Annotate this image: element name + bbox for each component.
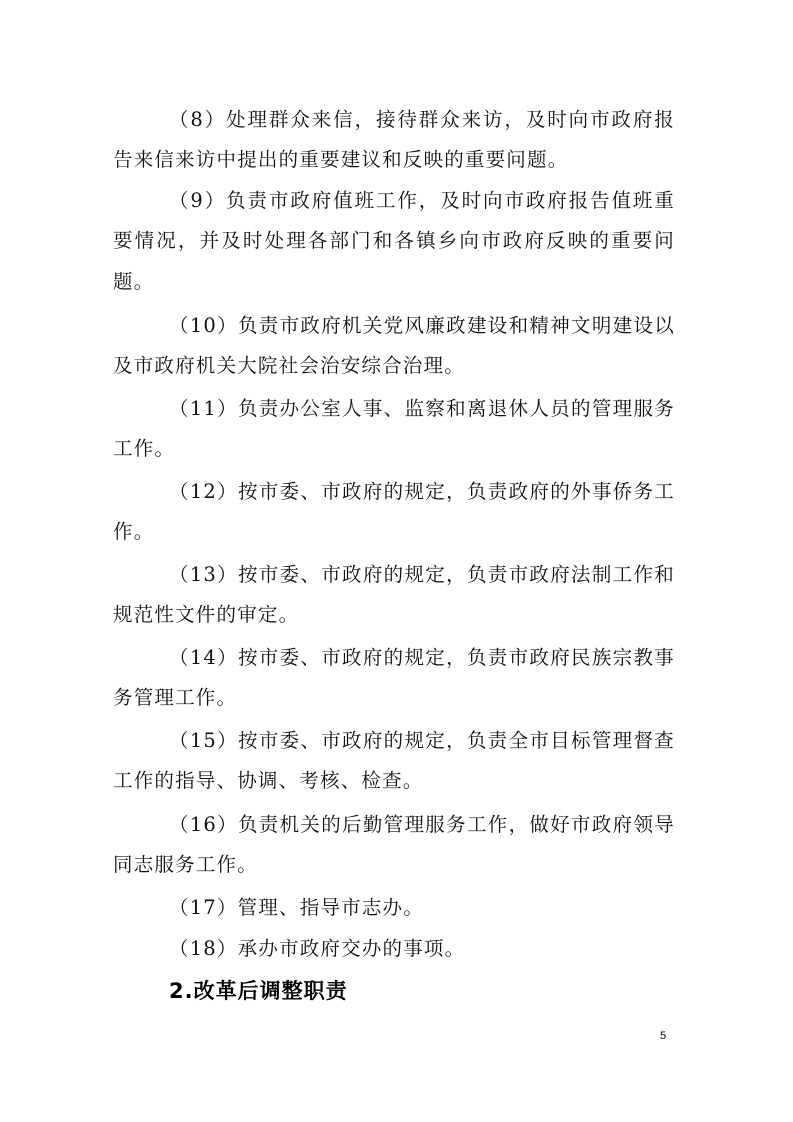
paragraph-item-13: （13）按市委、市政府的规定，负责市政府法制工作和规范性文件的审定。 [113,563,675,627]
paragraph-item-17: （17）管理、指导市志办。 [169,896,424,919]
paragraph-item-18: （18）承办市政府交办的事项。 [169,937,466,960]
paragraph-item-16: （16）负责机关的后勤管理服务工作，做好市政府领导同志服务工作。 [113,813,675,877]
paragraph-item-10: （10）负责市政府机关党风廉政建设和精神文明建设以及市政府机关大院社会治安综合治理。 [113,314,675,378]
paragraph-item-9: （9）负责市政府值班工作，及时向市政府报告值班重要情况，并及时处理各部门和各镇乡向市政府反映的重要问题。 [113,189,675,293]
paragraph-item-8: （8）处理群众来信，接待群众来访，及时向市政府报告来信来访中提出的重要建议和反映的重要问题。 [113,108,675,172]
section-heading: 2.改革后调整职责 [169,979,348,1003]
paragraph-item-11: （11）负责办公室人事、监察和离退休人员的管理服务工作。 [113,397,675,461]
paragraph-item-14: （14）按市委、市政府的规定，负责市政府民族宗教事务管理工作。 [113,646,675,710]
page-number: 5 [660,1030,667,1042]
paragraph-item-12: （12）按市委、市政府的规定，负责政府的外事侨务工作。 [113,480,675,544]
paragraph-item-15: （15）按市委、市政府的规定，负责全市目标管理督查工作的指导、协调、考核、检查。 [113,729,675,793]
